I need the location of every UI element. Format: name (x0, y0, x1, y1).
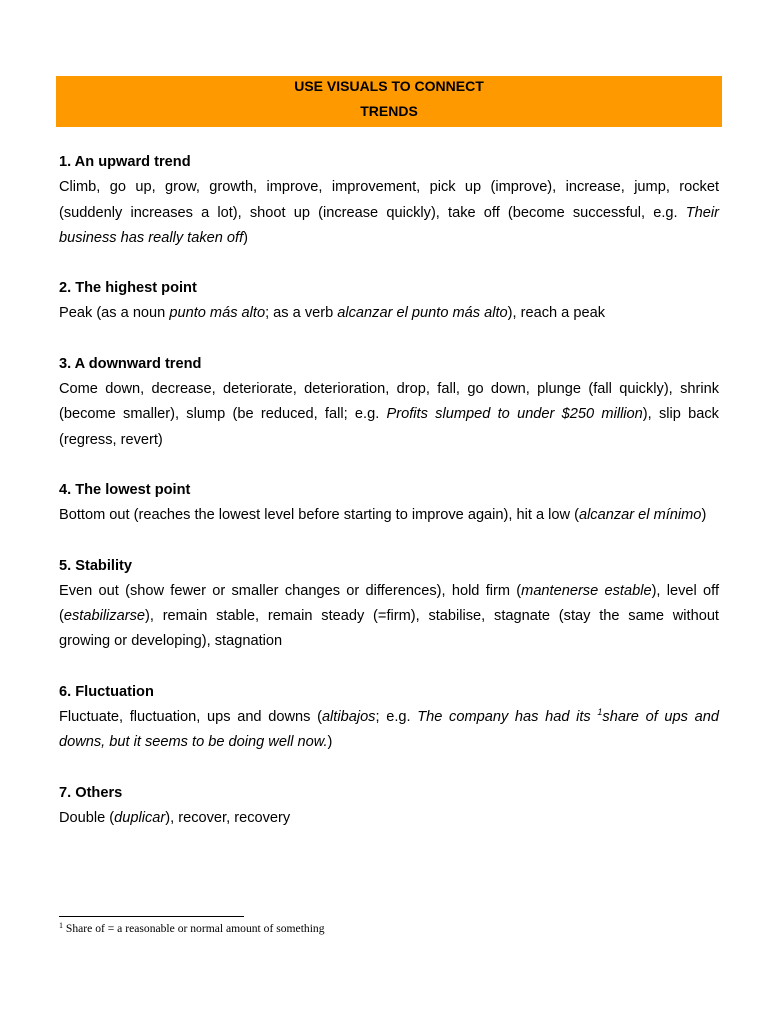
translation-italic: estabilizarse (63, 608, 145, 625)
section-upward-trend (59, 150, 719, 251)
section-text (59, 301, 719, 326)
section-heading: 3. A downward trend (59, 355, 202, 372)
section-highest-point (59, 276, 719, 327)
section-heading: 5. Stability (59, 557, 132, 574)
text-run: ), slip back (regress, revert) (59, 406, 719, 448)
text-run: ) (327, 734, 333, 751)
title-banner (56, 76, 722, 127)
section-text (59, 579, 719, 655)
section-others (59, 781, 719, 832)
text-run: Bottom out (reaches the lowest level before starting to improve again), hit a low ( (59, 507, 579, 524)
text-run: Come down, decrease, deteriorate, deterioration, drop, fall, go down, plunge (fall quickly), shrink (become smaller), slump (be reduced, fall; e.g. (59, 381, 719, 423)
translation-italic: punto más alto (169, 305, 266, 322)
footnote-text: Share of = a reasonable or normal amount of something (63, 922, 325, 935)
text-run: ; as a verb (265, 305, 338, 322)
text-run: ) (701, 507, 707, 524)
text-run: ), recover, recovery (165, 809, 291, 826)
section-heading: 7. Others (59, 784, 123, 801)
text-run: ), reach a peak (507, 305, 605, 322)
section-text (59, 175, 719, 251)
translation-italic: duplicar (114, 809, 166, 826)
footnote (59, 922, 325, 936)
document-body (59, 150, 719, 856)
section-heading: 4. The lowest point (59, 481, 191, 498)
section-heading: 2. The highest point (59, 280, 197, 297)
title-line-1: USE VISUALS TO CONNECT (294, 78, 484, 94)
text-run: ), level off ( (59, 582, 720, 625)
section-stability (59, 554, 719, 655)
text-run: Peak (as a noun (59, 305, 170, 322)
section-text (59, 503, 719, 528)
translation-italic: alcanzar el punto más alto (337, 305, 508, 322)
example-italic: share of ups and downs, but it seems to be doing well now. (59, 709, 719, 751)
section-text (59, 377, 719, 453)
footnote-marker: 1 (59, 921, 63, 930)
section-fluctuation (59, 680, 719, 756)
text-run: ) (243, 229, 249, 246)
text-run: Even out (show fewer or smaller changes or differences), hold firm ( (59, 582, 522, 599)
section-downward-trend (59, 352, 719, 453)
example-italic: Profits slumped to under $250 million (386, 406, 643, 423)
title-line-2: TRENDS (360, 103, 418, 119)
section-text (59, 705, 719, 756)
footnote-reference: 1 (597, 707, 603, 718)
section-lowest-point (59, 478, 719, 529)
section-heading: 1. An upward trend (59, 154, 191, 170)
text-run: Fluctuate, fluctuation, ups and downs ( (59, 709, 322, 726)
footnote-separator (59, 916, 244, 917)
section-heading: 6. Fluctuation (59, 683, 154, 700)
text-run: Climb, go up, grow, growth, improve, improvement, pick up (improve), increase, jump, rocket (suddenly increases a lot), shoot up (increase quickly), take off (become successful, e.g. (59, 179, 719, 221)
translation-italic: mantenerse estable (521, 582, 652, 599)
text-run: ; e.g. (375, 709, 418, 726)
example-italic: The company has had its (417, 709, 598, 726)
translation-italic: altibajos (321, 709, 376, 726)
example-italic: Their business has really taken off (59, 204, 719, 246)
text-run: Double ( (59, 809, 115, 826)
text-run: ), remain stable, remain steady (=firm), stabilise, stagnate (stay the same without growing or developing), stagnation (59, 608, 719, 650)
section-text (59, 806, 719, 831)
translation-italic: alcanzar el mínimo (578, 507, 702, 524)
